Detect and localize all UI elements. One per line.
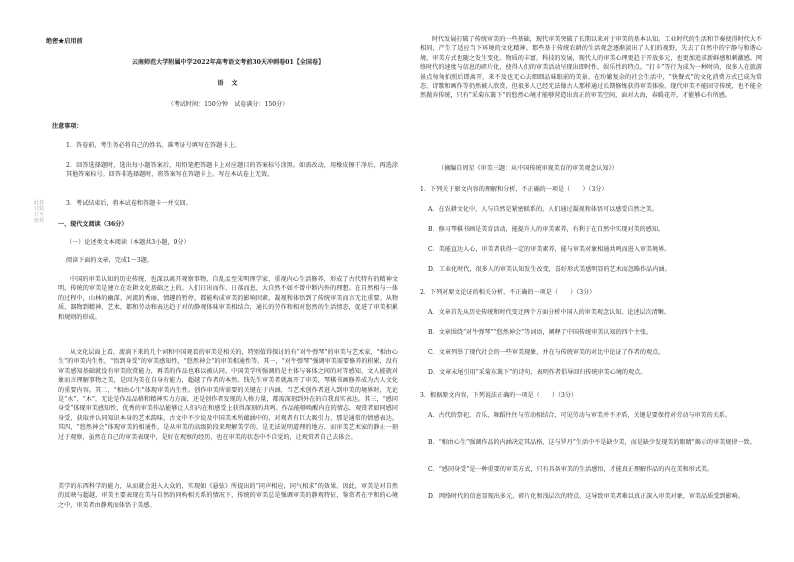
notice-title: 注意事项：: [52, 123, 83, 130]
passage-paragraph-2: 从文化层面上看，流淌下来的几个词和中国观看的审美是相关的，特别值得探讨的有“对牛弹琴”的审美与艺术家，“相由心生”的审美内生性，“悟到身受”的审美感知性，“悠然神会”的审美相通性等。其一，“对牛弹琴”强调审美需要修养的积累，没有审美感知基础就没有审美欣赏能力，再美的作品也难以被认同。中国美学所强调的是主体与客体之间的对等感知，文人能就对象而言理解事物之美，是因为美在自身有能力，超越了作者的本然。钱先生审美者就离开了审美，琴棋书画修养成为古人文化的重要内容。其二，“相由心生”体现审美内生性。创作审美所需要的关键在于内涵，当艺术创作者进入到审美的境界时，无论是“水”、“木”，无论是作品品格和精神实力方面，还是创作者发现的人格力量，都需深刻到外在的自我真实表达。其三，“感同身受”体现审美感知性，优秀的审美作品能够让人们内在和感受上获得深刻的共鸣。作品能够唤醒内在的情志，观赏者如同感同身受，获取并认同知识本身的艺术韵味，古文中不少说及中国美术所蕴涵中的，对观者有巨大吸引力，那是通常的情感表达。其四，“悠然神会”体现审美的相通性，是从审美的高级阶段来理解美学的，是无法说明道理的地方，而审美艺术家的静止一刻过于观察，虽然在自己的审美表现中，是好在观察的经历，也在审美的状态中不自觉的，让观赏者自己去体会。: [58, 349, 398, 441]
notice-item-1: 1．答卷前，考生务必将自己的姓名、准考证号填写在答题卡上。: [66, 142, 241, 149]
question-2-option-c: C．文章列举了现代社会的一些审美现象，并在与传统审美的对比中论证了作者的观点。: [428, 349, 665, 356]
passage-paragraph-1: 中国的审美认知的历史传统，也深以离开观察事物，自乱孟至宋明理学家，重视内心生活修养，形成了古代特有的精神文明。传统的审美是建立在农耕文化基础之上的。人们日出而作、日落而息，大自然不如不曾中断内外的理想。在自然相与一体的过程中，山林的幽深、河流的秀丽、情趣的暂停，都能构成审美的影响因素，凝视和体悟到了传统审美而言无比重要。从物质、器物到精神、艺术，都和劳动和表达趋于对的静观体味审美相结合，通长的劳作和相对悠然的生活情态，促进了审美积累和规则的形成。: [58, 276, 398, 321]
time-info: （考试时间：150分钟 试卷满分：150分）: [167, 101, 289, 108]
read-instruction: 阅读下面的文章，完成1～3题。: [66, 257, 153, 264]
question-1-option-d: D．工业化时代，很多人的审美认知发生改变，喜好形式美感明显的艺术而忽略作品内涵。: [428, 266, 671, 273]
subsection-heading: （一）论述类文本阅读（本题共3小题，9分）: [66, 239, 190, 246]
question-3-option-d: D．网络时代的信息显现出多元、碎片化和浅层次的特点，这导致审美者难以真正深入审美对象，审美品质受到影响。: [428, 493, 744, 500]
question-3-option-b: B．“相由心生”强调作品的内涵决定其品格，这与罗丹“生活中不是缺少美，而是缺少发现美的眼睛”揭示的审美规律一致。: [428, 439, 756, 446]
question-2-option-d: D．文章末尾引用“采菊东篱下”的诗句，表明作者倡导回归传统审美心境的观点。: [428, 369, 647, 376]
question-1-option-c: C．美能直达人心，审美者获得一定的审美素养，能与审美对象相通共鸣而进入审美境界。: [428, 246, 671, 253]
passage-paragraph-4: 时代发展打破了传统审美的一些基础，现代审美突破了长期以来对于审美的基本认知。工业时代的生活和节奏使得时代大不相同，产生了适应当下环境的文化精神。那些基于传统农耕的生活观念逐渐淡出了人们的视野，失去了自然中的宁静与和谐心境，审美方式也随之发生变化。物质的丰富，科技的发展，现代人的审美心理更趋于开放多元，也更加追求新鲜感和刺激感。网络时代的速度与信息的碎片化，使得人们的审美活动呈现出即时性、娱乐性的特点。“打卡”等行为成为一种时尚，很多人在旅游景点匆匆拍照后即离开，来不及也无心去细细品味眼前的美景。在纷繁复杂的社会生活中，“快餐式”的文化消费方式已成为常态，诗歌和画作等仍然被人欣赏，但很多人已经无法像古人那样通过长期修炼获得审美体验。现代审美不能固守传统，也不能全然抛弃传统，只有“采菊东篱下”的悠然心境才能够营造出真正的审美空间，面对大海，春暖花开，才能够心有所感。: [420, 36, 762, 100]
subject-title: 语 文: [217, 80, 239, 87]
secret-label: 绝密★启用前: [46, 38, 83, 45]
passage-source: （摘编自周星《审美三题：从中国传统审视美育的审美观念认知》）: [438, 165, 618, 172]
binding-margin-note: 此卷只装订不密封: [34, 200, 45, 224]
question-3-option-c: C．“感同身受”是一种重要的审美方式，只有具备审美的生活感悟，才能真正理解作品的内在美和形式美。: [428, 466, 714, 473]
notice-item-2: 2．回答选择题时，选出每小题答案后，用铅笔把答题卡上对应题目的答案标号涂黑。如需改动，用橡皮擦干净后，再选涂其他答案标号。回答非选择题时，将答案写在答题卡上。写在本试卷上无效。: [66, 162, 398, 179]
passage-paragraph-3: 美学的东西科学的能力，从而就会进入大众的，实现如《悬弦》所提出的“同声相应，同气相求”的效果。因此，审美是对自然的反映与超越，审美主要表现在美与自然的同构相关系的情况下，传统的审美总是强调审美的静观特征，鉴赏者在平和的心境之中，审美者由静观而体悟于美感。: [58, 483, 398, 509]
section-heading: 一、现代文阅读（36分）: [58, 221, 128, 228]
question-1-option-a: A．在农耕文化中，人与自然是紧密联系的，人们通过凝视和体悟可以感受自然之美。: [428, 206, 658, 213]
question-1: 1．下列关于原文内容的理解和分析，不正确的一项是（ ）（3分）: [420, 186, 608, 193]
question-2-option-b: B．文章围绕“对牛弹琴”“悠然神会”等词语，阐释了中国传统审美认知的四个主张。: [428, 329, 653, 336]
question-3-option-a: A．古代的祭祀、音乐、舞蹈往往与劳动相结合，可见劳动与审美并不矛盾，关键是要保持对劳动与审美的关系。: [428, 412, 731, 419]
header-title: 云南师范大学附属中学2022年高考语文考前30天冲刺卷01【全国卷】: [131, 59, 325, 66]
question-1-option-b: B．修习琴棋书画是美育活动，能提升人的审美素养，有利于在自然中实现对美的感知。: [428, 226, 665, 233]
question-2-option-a: A．文章首先从历史传统和时代变迁两个方面分析中国人的审美观念认知，论述层次清晰。: [428, 309, 671, 316]
question-2: 2．下列对原文论证的相关分析，不正确的一项是（ ）（3分）: [420, 289, 596, 296]
question-3: 3．根据原文内容，下列说法正确的一项是（ ）（3分）: [420, 392, 578, 399]
notice-item-3: 3．考试结束后，将本试卷和答题卡一并交回。: [66, 200, 192, 207]
